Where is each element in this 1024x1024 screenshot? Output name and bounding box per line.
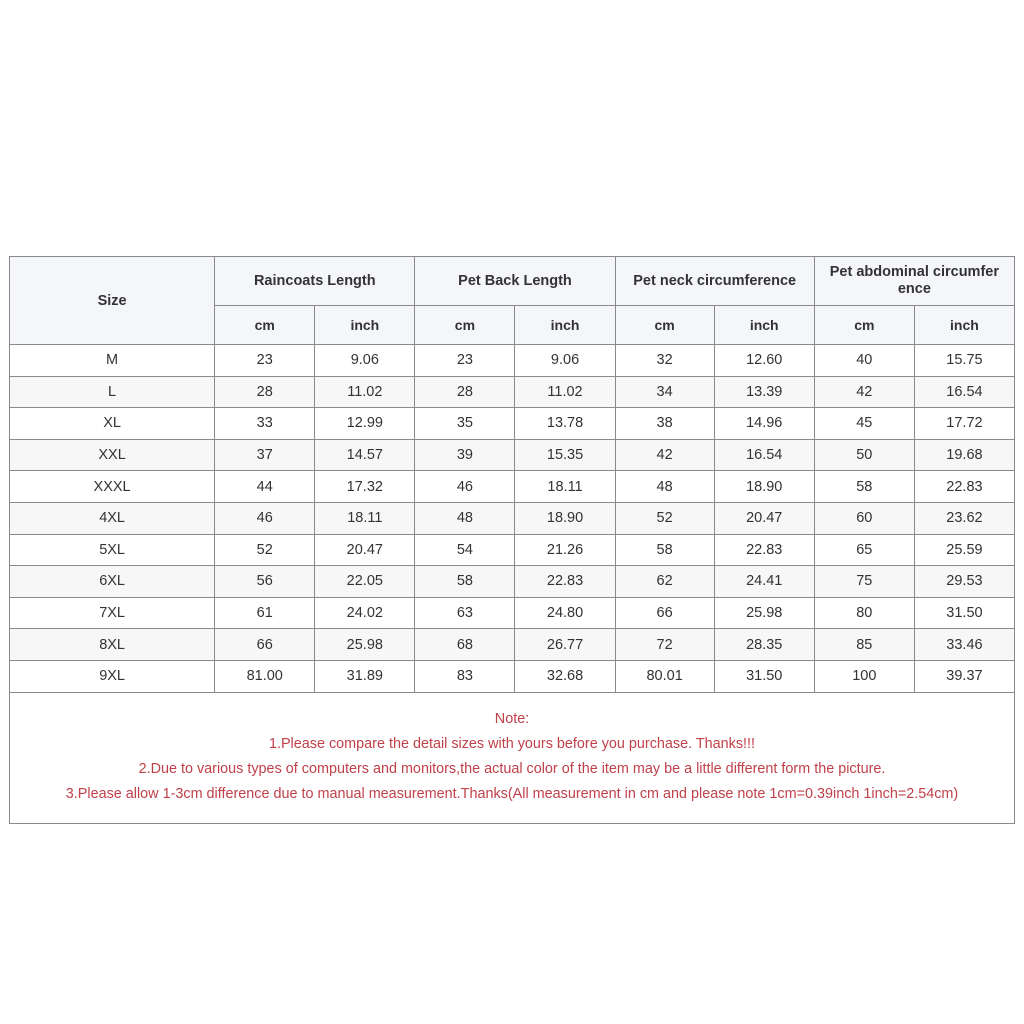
table-row [10, 566, 1015, 598]
cell-value: 100 [814, 660, 914, 692]
column-group-pet-abdominal-circumference: Pet abdominal circumfer ence [814, 257, 1014, 306]
size-label: 4XL [10, 502, 215, 534]
cell-value: 66 [615, 597, 714, 629]
cell-value: 15.35 [515, 439, 615, 471]
cell-value: 24.80 [515, 597, 615, 629]
cell-value: 54 [415, 534, 515, 566]
note-line-3: 3.Please allow 1-3cm difference due to manual measurement.Thanks(All measurement in cm and please note 1cm=0.39inch 1inch=2.54cm) [65, 785, 959, 802]
cell-value: 33.46 [914, 629, 1014, 661]
table-row [10, 471, 1015, 503]
cell-value: 13.39 [714, 376, 814, 408]
sub-header-raincoats-inch: inch [315, 306, 415, 345]
cell-value: 45 [814, 408, 914, 440]
cell-value: 12.60 [714, 345, 814, 377]
size-label: 5XL [10, 534, 215, 566]
cell-value: 37 [215, 439, 315, 471]
cell-value: 80.01 [615, 660, 714, 692]
cell-value: 24.41 [714, 566, 814, 598]
cell-value: 22.83 [714, 534, 814, 566]
cell-value: 14.57 [315, 439, 415, 471]
cell-value: 25.59 [914, 534, 1014, 566]
cell-value: 22.05 [315, 566, 415, 598]
cell-value: 63 [415, 597, 515, 629]
table-row [10, 629, 1015, 661]
cell-value: 46 [215, 502, 315, 534]
cell-value: 18.90 [515, 502, 615, 534]
size-label: XXL [10, 439, 215, 471]
cell-value: 28.35 [714, 629, 814, 661]
table-row [10, 345, 1015, 377]
sub-header-abdominal-cm: cm [814, 306, 914, 345]
cell-value: 25.98 [315, 629, 415, 661]
pet-raincoat-size-table [9, 256, 1015, 824]
size-label: L [10, 376, 215, 408]
sub-header-neck-cm: cm [615, 306, 714, 345]
cell-value: 52 [615, 502, 714, 534]
sub-header-backlength-cm: cm [415, 306, 515, 345]
column-header-size: Size [10, 257, 215, 345]
cell-value: 14.96 [714, 408, 814, 440]
note-section [10, 692, 1015, 823]
cell-value: 68 [415, 629, 515, 661]
cell-value: 13.78 [515, 408, 615, 440]
cell-value: 58 [615, 534, 714, 566]
cell-value: 18.11 [315, 502, 415, 534]
note-row [10, 692, 1015, 823]
size-label: 6XL [10, 566, 215, 598]
cell-value: 28 [415, 376, 515, 408]
cell-value: 35 [415, 408, 515, 440]
size-label: 8XL [10, 629, 215, 661]
cell-value: 31.50 [714, 660, 814, 692]
column-group-pet-neck-circumference: Pet neck circumference [615, 257, 814, 306]
cell-value: 48 [415, 502, 515, 534]
cell-value: 61 [215, 597, 315, 629]
cell-value: 52 [215, 534, 315, 566]
cell-value: 16.54 [714, 439, 814, 471]
cell-value: 9.06 [315, 345, 415, 377]
table-row [10, 502, 1015, 534]
cell-value: 22.83 [515, 566, 615, 598]
size-label: 7XL [10, 597, 215, 629]
cell-value: 83 [415, 660, 515, 692]
cell-value: 34 [615, 376, 714, 408]
column-group-raincoats-length: Raincoats Length [215, 257, 415, 306]
cell-value: 19.68 [914, 439, 1014, 471]
cell-value: 28 [215, 376, 315, 408]
note-line-2: 2.Due to various types of computers and monitors,the actual color of the item may be a little different form the picture. [138, 760, 886, 777]
cell-value: 32 [615, 345, 714, 377]
cell-value: 26.77 [515, 629, 615, 661]
cell-value: 32.68 [515, 660, 615, 692]
cell-value: 56 [215, 566, 315, 598]
size-label: M [10, 345, 215, 377]
size-label: XL [10, 408, 215, 440]
cell-value: 42 [615, 439, 714, 471]
cell-value: 44 [215, 471, 315, 503]
table-body [10, 345, 1015, 824]
cell-value: 24.02 [315, 597, 415, 629]
cell-value: 58 [814, 471, 914, 503]
cell-value: 17.72 [914, 408, 1014, 440]
cell-value: 18.90 [714, 471, 814, 503]
cell-value: 39.37 [914, 660, 1014, 692]
cell-value: 31.89 [315, 660, 415, 692]
table-row [10, 408, 1015, 440]
cell-value: 25.98 [714, 597, 814, 629]
cell-value: 40 [814, 345, 914, 377]
column-group-pet-back-length: Pet Back Length [415, 257, 615, 306]
cell-value: 23 [415, 345, 515, 377]
cell-value: 9.06 [515, 345, 615, 377]
cell-value: 20.47 [315, 534, 415, 566]
sub-header-abdominal-inch: inch [914, 306, 1014, 345]
cell-value: 60 [814, 502, 914, 534]
cell-value: 21.26 [515, 534, 615, 566]
cell-value: 22.83 [914, 471, 1014, 503]
cell-value: 65 [814, 534, 914, 566]
group-header-row [10, 257, 1015, 306]
note-title: Note: [494, 710, 530, 727]
sub-header-raincoats-cm: cm [215, 306, 315, 345]
size-label: 9XL [10, 660, 215, 692]
cell-value: 58 [415, 566, 515, 598]
cell-value: 62 [615, 566, 714, 598]
table-head [10, 257, 1015, 345]
table-row [10, 534, 1015, 566]
cell-value: 81.00 [215, 660, 315, 692]
cell-value: 39 [415, 439, 515, 471]
cell-value: 16.54 [914, 376, 1014, 408]
cell-value: 33 [215, 408, 315, 440]
cell-value: 66 [215, 629, 315, 661]
cell-value: 75 [814, 566, 914, 598]
size-label: XXXL [10, 471, 215, 503]
cell-value: 18.11 [515, 471, 615, 503]
table-row [10, 439, 1015, 471]
cell-value: 29.53 [914, 566, 1014, 598]
table-row [10, 597, 1015, 629]
cell-value: 11.02 [315, 376, 415, 408]
cell-value: 23 [215, 345, 315, 377]
cell-value: 15.75 [914, 345, 1014, 377]
cell-value: 23.62 [914, 502, 1014, 534]
sub-header-backlength-inch: inch [515, 306, 615, 345]
table-row [10, 376, 1015, 408]
note-line-1: 1.Please compare the detail sizes with yours before you purchase. Thanks!!! [268, 735, 756, 752]
cell-value: 48 [615, 471, 714, 503]
cell-value: 20.47 [714, 502, 814, 534]
cell-value: 46 [415, 471, 515, 503]
size-chart-container [9, 256, 1015, 824]
cell-value: 31.50 [914, 597, 1014, 629]
cell-value: 38 [615, 408, 714, 440]
cell-value: 12.99 [315, 408, 415, 440]
cell-value: 11.02 [515, 376, 615, 408]
cell-value: 42 [814, 376, 914, 408]
cell-value: 72 [615, 629, 714, 661]
table-row [10, 660, 1015, 692]
cell-value: 17.32 [315, 471, 415, 503]
cell-value: 50 [814, 439, 914, 471]
cell-value: 80 [814, 597, 914, 629]
sub-header-neck-inch: inch [714, 306, 814, 345]
cell-value: 85 [814, 629, 914, 661]
